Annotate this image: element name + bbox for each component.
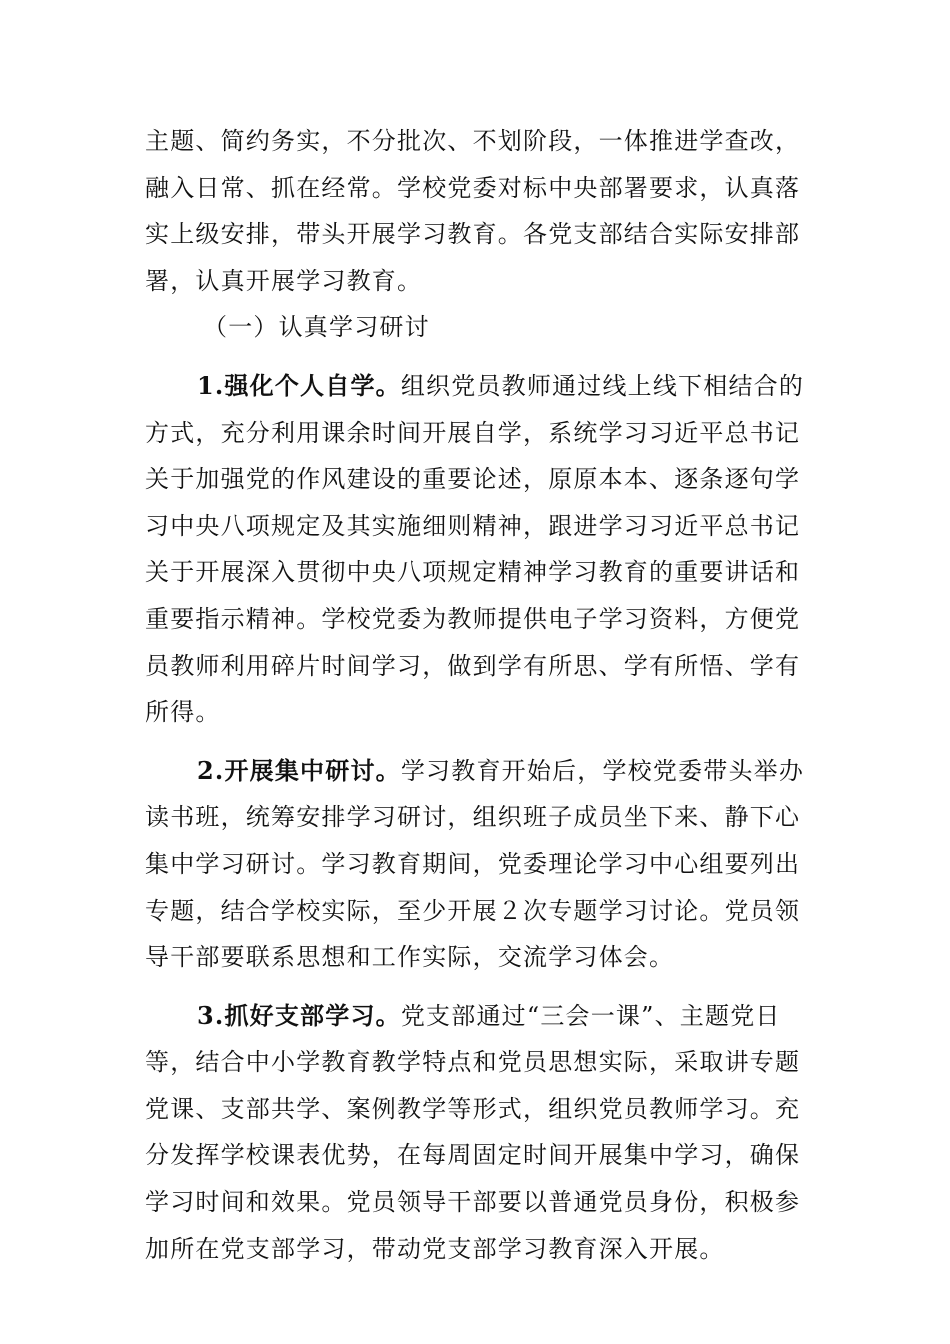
text-line: 主题、简约务实，不分批次、不划阶段，一体推进学查改， bbox=[145, 127, 801, 155]
text-line: 所得。 bbox=[145, 698, 221, 727]
text-line: 员教师利用碎片时间学习，做到学有所思、学有所悟、学有 bbox=[145, 651, 801, 680]
text-line: 专题，结合学校实际，至少开展２次专题学习讨论。党员领 bbox=[145, 896, 801, 925]
text-line: 实上级安排，带头开展学习教育。各党支部结合实际安排部 bbox=[145, 220, 801, 249]
text-line: 习中央八项规定及其实施细则精神，跟进学习习近平总书记 bbox=[145, 511, 801, 540]
text-line: 关于开展深入贯彻中央八项规定精神学习教育的重要讲话和 bbox=[145, 558, 801, 587]
text-line: 重要指示精神。学校党委为教师提供电子学习资料，方便党 bbox=[145, 604, 801, 633]
item-3-paragraph bbox=[145, 993, 809, 1273]
text-line: 方式，充分利用课余时间开展自学，系统学习习近平总书记 bbox=[145, 418, 801, 447]
item-1-title: 1.强化个人自学。 bbox=[197, 370, 401, 400]
spacer bbox=[145, 736, 809, 748]
item-1-paragraph bbox=[145, 363, 809, 736]
item-3-first-line-text: 党支部通过“三会一课”、主题党日 bbox=[400, 1001, 781, 1030]
text-line: 等，结合中小学教育教学特点和党员思想实际，采取讲专题 bbox=[145, 1048, 801, 1077]
document-body bbox=[145, 118, 809, 1272]
spacer bbox=[145, 981, 809, 993]
item-1-first-line bbox=[145, 363, 809, 410]
item-3-first-line bbox=[145, 993, 809, 1040]
section-heading: （一）认真学习研讨 bbox=[203, 313, 430, 342]
text-line: 分发挥学校课表优势，在每周固定时间开展集中学习，确保 bbox=[145, 1141, 801, 1170]
item-2-paragraph bbox=[145, 748, 809, 981]
item-2-first-line-text: 学习教育开始后，学校党委带头举办 bbox=[400, 756, 805, 785]
text-line: 党课、支部共学、案例教学等形式，组织党员教师学习。充 bbox=[145, 1094, 801, 1123]
text-line: 加所在党支部学习，带动党支部学习教育深入开展。 bbox=[145, 1234, 725, 1263]
text-line: 集中学习研讨。学习教育期间，党委理论学习中心组要列出 bbox=[145, 849, 801, 878]
item-3-title: 3.抓好支部学习。 bbox=[197, 1000, 401, 1030]
intro-paragraph bbox=[145, 118, 809, 304]
text-line: 关于加强党的作风建设的重要论述，原原本本、逐条逐句学 bbox=[145, 465, 801, 494]
text-line: 导干部要联系思想和工作实际，交流学习体会。 bbox=[145, 943, 675, 972]
spacer bbox=[145, 351, 809, 363]
text-line: 署，认真开展学习教育。 bbox=[145, 266, 423, 295]
item-2-first-line bbox=[145, 748, 809, 795]
text-line: 融入日常、抓在经常。学校党委对标中央部署要求，认真落 bbox=[145, 173, 801, 202]
text-line: 学习时间和效果。党员领导干部要以普通党员身份，积极参 bbox=[145, 1188, 801, 1217]
item-1-first-line-text: 组织党员教师通过线上线下相结合的 bbox=[400, 371, 805, 400]
item-2-title: 2.开展集中研讨。 bbox=[197, 755, 401, 785]
text-line: 读书班，统筹安排学习研讨，组织班子成员坐下来、静下心 bbox=[145, 803, 801, 832]
